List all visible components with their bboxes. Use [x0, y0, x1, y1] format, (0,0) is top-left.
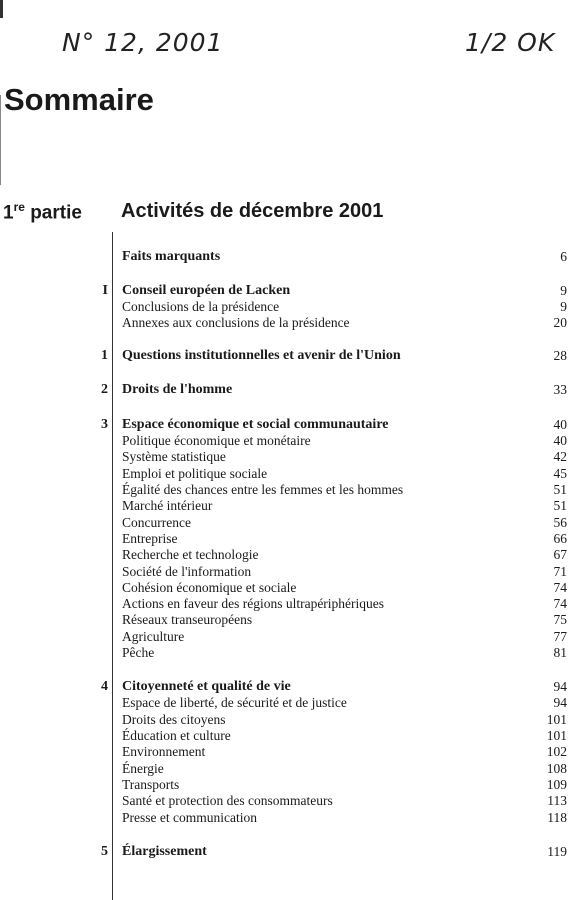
- toc-entry-page: 118: [547, 810, 567, 825]
- toc-entry-title: Recherche et technologie: [122, 547, 259, 562]
- toc-entry: [0, 416, 581, 433]
- toc-entry-page: 51: [553, 498, 567, 513]
- toc-entry-title: Emploi et politique sociale: [122, 466, 268, 481]
- scan-edge: [0, 95, 1, 185]
- toc-entry-title: Environnement: [122, 744, 206, 759]
- toc-entry-page: 33: [553, 382, 567, 397]
- toc-entry-title: Citoyenneté et qualité de vie: [122, 679, 291, 694]
- toc-entry-title: Pêche: [122, 645, 155, 660]
- toc-entry-page: 74: [553, 580, 567, 595]
- toc-entry-title: Droits des citoyens: [122, 712, 226, 727]
- toc-entry: [0, 514, 581, 531]
- toc-entry: [0, 743, 581, 760]
- toc-entry-page: 6: [560, 249, 567, 264]
- toc-entry-title: Transports: [122, 777, 180, 792]
- toc-entry: [0, 481, 581, 498]
- toc-entry: [0, 711, 581, 728]
- toc-entry-title: Annexes aux conclusions de la présidence: [122, 315, 350, 330]
- toc-entry-page: 119: [547, 844, 567, 859]
- toc-entry-page: 81: [553, 645, 567, 660]
- toc-entry: [0, 727, 581, 744]
- toc-entry-title: Énergie: [122, 761, 164, 776]
- toc-entry-page: 40: [553, 417, 567, 432]
- part-label: [3, 200, 82, 224]
- part-word: partie: [30, 202, 82, 224]
- toc-entry-number: 5: [101, 844, 108, 859]
- toc-entry-number: 4: [101, 679, 108, 694]
- toc-entry-title: Concurrence: [122, 515, 191, 530]
- toc-entry-page: 113: [547, 793, 567, 808]
- toc-entry-title: Questions institutionnelles et avenir de l'Union: [122, 348, 401, 363]
- toc-entry-title: Droits de l'homme: [122, 382, 233, 397]
- toc-entry-title: Politique économique et monétaire: [122, 433, 311, 448]
- toc-entry-title: Éducation et culture: [122, 728, 231, 743]
- toc-entry-number: 2: [101, 382, 108, 397]
- toc-entry-page: 20: [553, 315, 567, 330]
- toc-entry: [0, 546, 581, 563]
- toc-entry: [0, 843, 581, 860]
- toc-entry-number: I: [102, 283, 108, 298]
- toc-entry-page: 67: [553, 547, 567, 562]
- toc-entry: [0, 644, 581, 661]
- toc-entry: [0, 448, 581, 465]
- toc-entry-page: 108: [546, 761, 567, 776]
- toc-entry-page: 66: [553, 531, 567, 546]
- toc-entry-page: 28: [553, 348, 567, 363]
- toc-entry-page: 9: [560, 299, 567, 314]
- handwritten-ok-note: 1/2 OK: [465, 28, 556, 57]
- toc-entry-page: 74: [553, 596, 567, 611]
- toc-entry: [0, 381, 581, 398]
- toc-entry-page: 45: [553, 466, 567, 481]
- page-title: Sommaire: [4, 82, 154, 117]
- toc-entry: [0, 298, 581, 315]
- toc-entry: [0, 432, 581, 449]
- toc-entry-title: Santé et protection des consommateurs: [122, 793, 333, 808]
- toc-entry: [0, 314, 581, 331]
- toc-entry-title: Système statistique: [122, 449, 226, 464]
- toc-entry-title: Agriculture: [122, 629, 185, 644]
- toc-entry: [0, 248, 581, 265]
- toc-entry-number: 1: [101, 348, 108, 363]
- toc-entry-page: 71: [553, 564, 567, 579]
- toc-entry-title: Élargissement: [122, 844, 207, 859]
- toc-entry-page: 94: [553, 695, 567, 710]
- toc-entry: [0, 694, 581, 711]
- toc-entry-page: 109: [546, 777, 567, 792]
- toc-entry: [0, 628, 581, 645]
- toc-entry: [0, 776, 581, 793]
- toc-entry: [0, 595, 581, 612]
- toc-entry-page: 94: [553, 679, 567, 694]
- toc-entry-title: Marché intérieur: [122, 498, 213, 513]
- toc-entry: [0, 579, 581, 596]
- toc-entry-title: Conclusions de la présidence: [122, 299, 280, 314]
- toc-entry-title: Entreprise: [122, 531, 178, 546]
- toc-entry: [0, 563, 581, 580]
- scan-mark: [0, 0, 3, 18]
- toc-entry: [0, 282, 581, 299]
- toc-entry-page: 40: [553, 433, 567, 448]
- toc-entry-title: Égalité des chances entre les femmes et les hommes: [122, 482, 404, 497]
- part-number: 1: [3, 202, 14, 224]
- toc-entry: [0, 347, 581, 364]
- toc-entry-title: Presse et communication: [122, 810, 257, 825]
- toc-entry-number: 3: [101, 417, 108, 432]
- handwritten-issue-note: N° 12, 2001: [62, 28, 224, 57]
- toc-entry: [0, 678, 581, 695]
- toc-entry: [0, 497, 581, 514]
- toc-entry-title: Conseil européen de Lacken: [122, 283, 291, 298]
- toc-entry: [0, 530, 581, 547]
- toc-entry-page: 101: [546, 728, 567, 743]
- toc-entry: [0, 792, 581, 809]
- toc-entry-title: Cohésion économique et sociale: [122, 580, 297, 595]
- toc-entry-page: 9: [560, 283, 567, 298]
- toc-entry-page: 77: [553, 629, 567, 644]
- toc-entry: [0, 465, 581, 482]
- toc-entry: [0, 760, 581, 777]
- toc-entry-page: 56: [553, 515, 567, 530]
- toc-entry-title: Réseaux transeuropéens: [122, 612, 253, 627]
- toc-entry-title: Espace économique et social communautaire: [122, 417, 389, 432]
- part-suffix: re: [13, 200, 25, 214]
- toc-entry-title: Espace de liberté, de sécurité et de justice: [122, 695, 347, 710]
- toc-entry-page: 75: [553, 612, 567, 627]
- toc-entry: [0, 611, 581, 628]
- toc-entry-title: Faits marquants: [122, 249, 221, 264]
- section-title: Activités de décembre 2001: [121, 200, 384, 222]
- toc-entry-page: 102: [546, 744, 567, 759]
- toc-entry-title: Actions en faveur des régions ultrapériphériques: [122, 596, 385, 611]
- toc-entry-page: 101: [546, 712, 567, 727]
- toc-entry-title: Société de l'information: [122, 564, 252, 579]
- toc-entry-page: 51: [553, 482, 567, 497]
- toc-entry: [0, 809, 581, 826]
- toc-entry-page: 42: [553, 449, 567, 464]
